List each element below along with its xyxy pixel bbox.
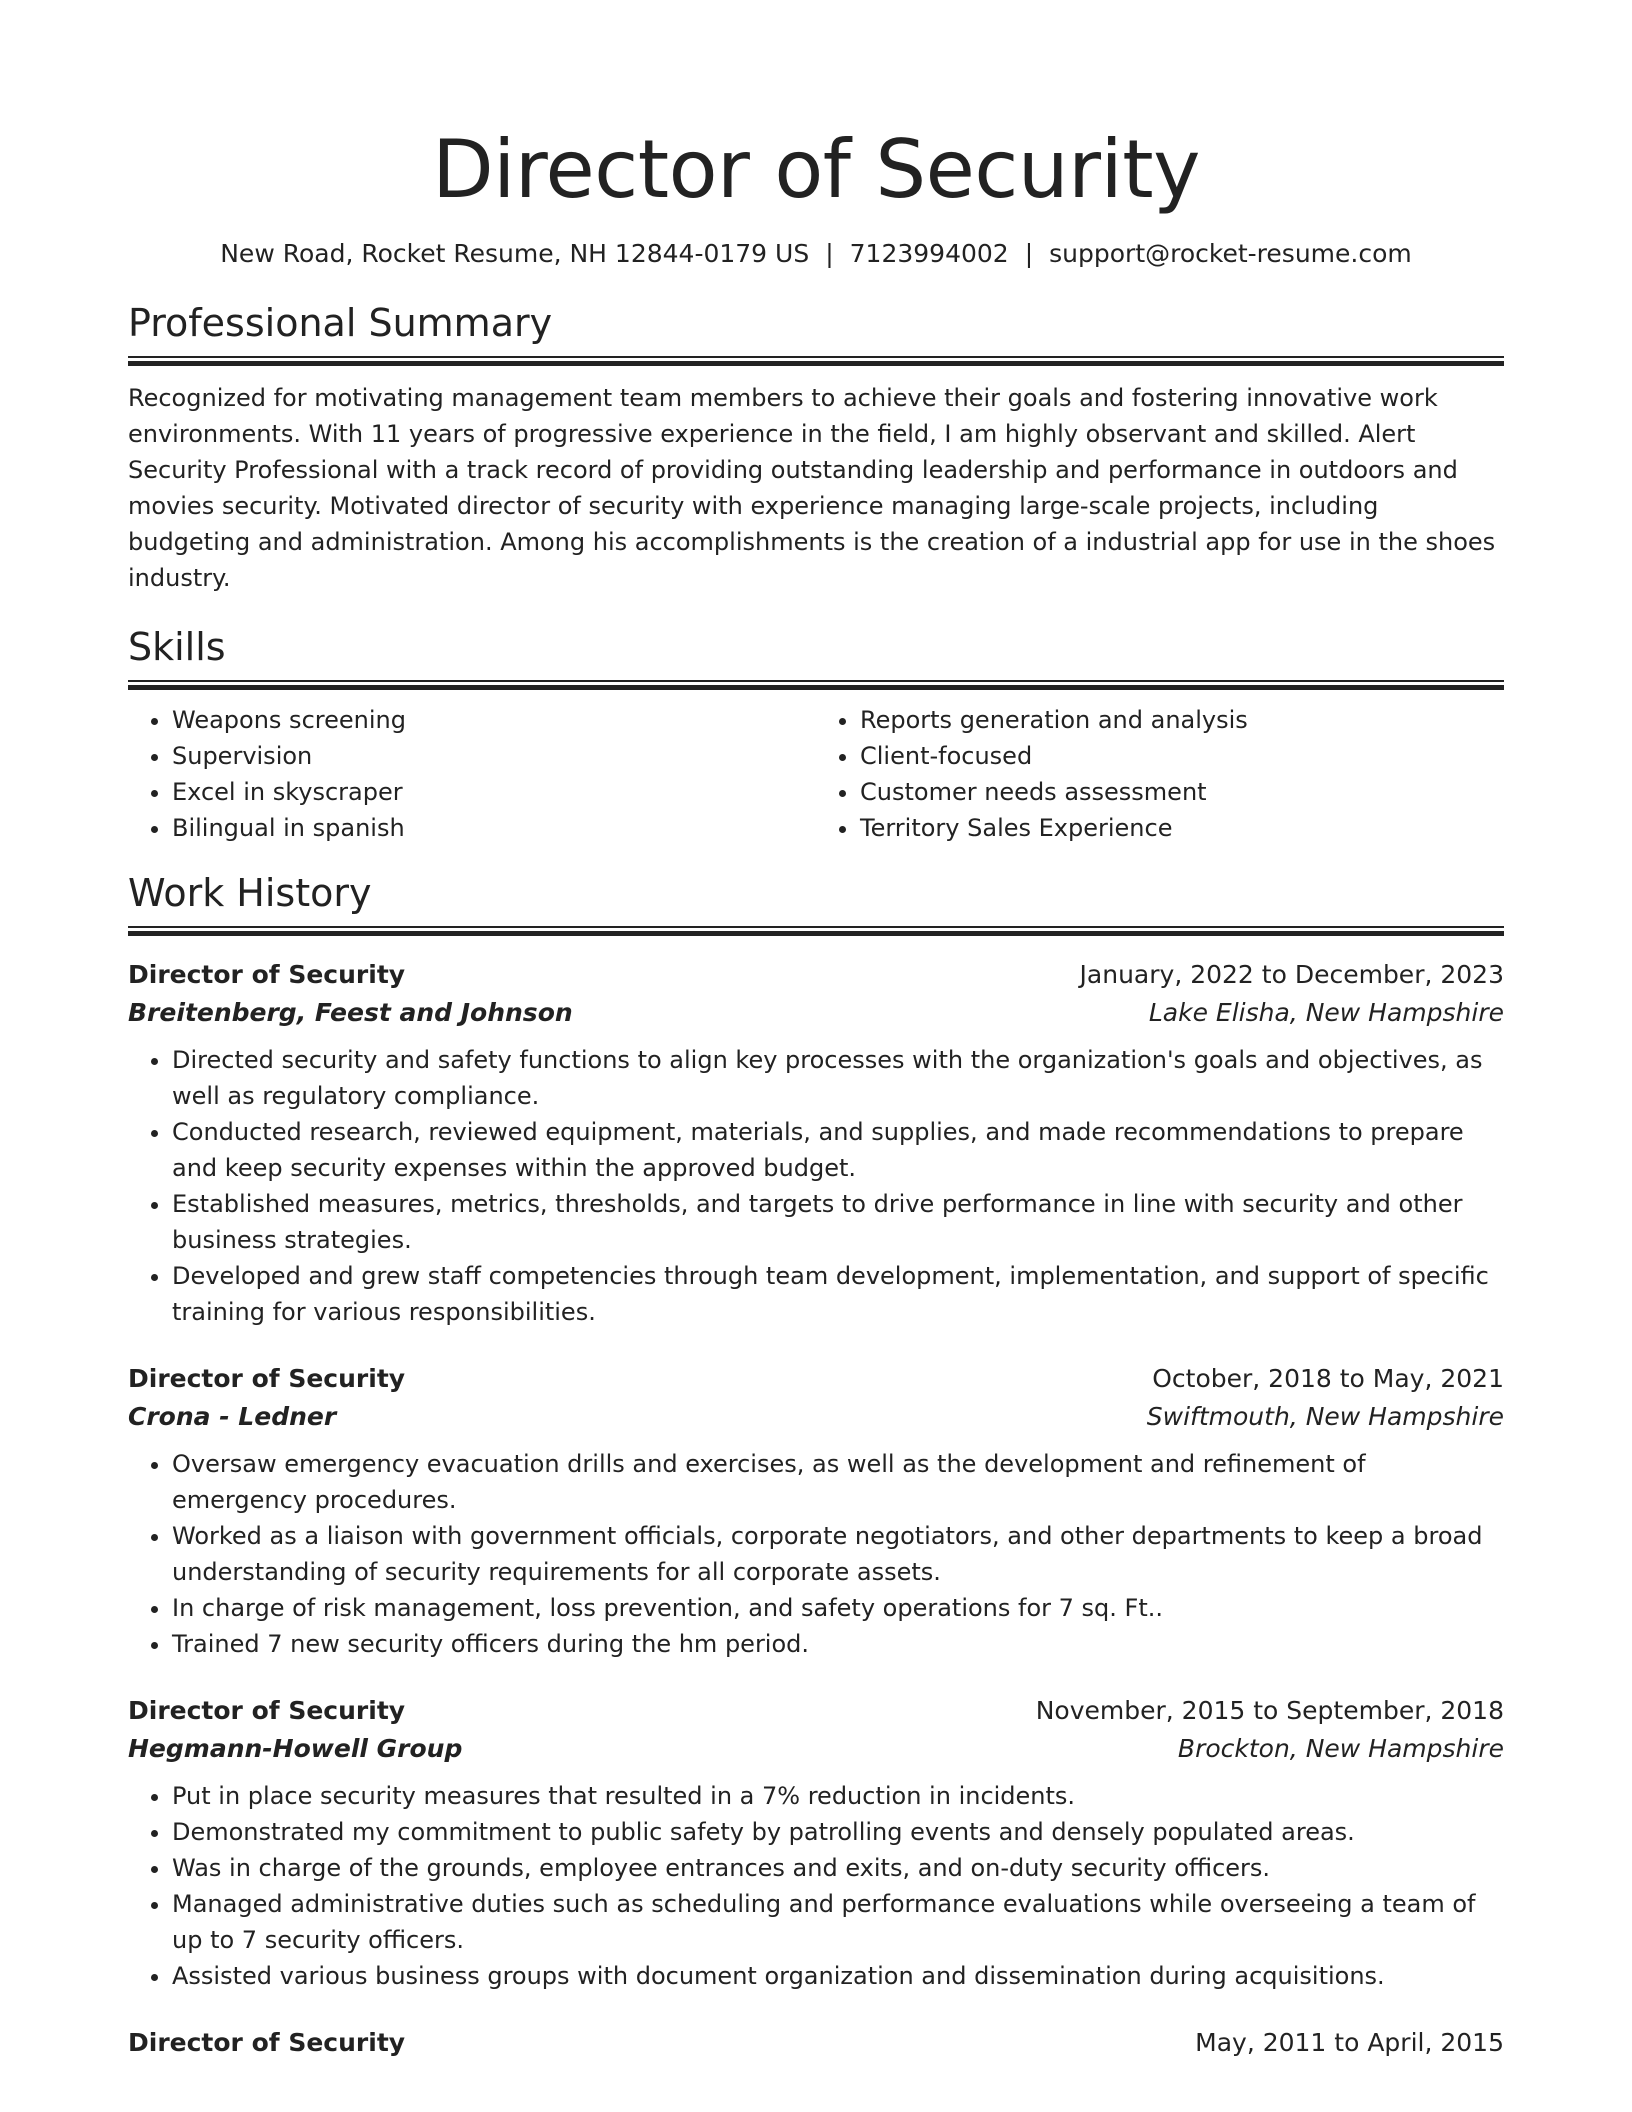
job-company: Hegmann-Howell Group — [128, 1734, 463, 1763]
contact-separator: | — [1024, 239, 1034, 268]
job-entry — [128, 956, 1504, 1330]
job-bullets — [128, 1778, 1504, 1994]
summary-text: Recognized for motivating management team members to achieve their goals and fostering innovative work environments. With 11 years of progressive experience in the field, I am highly observant and skilled. Alert Security Professional with a track record of providing outstanding leadership and performance in outdoors and movies security. Motivated director of security with experience managing large-scale projects, including budgeting and administration. Among his accomplishments is the creation of a industrial app for use in the shoes industry. — [128, 384, 1496, 592]
job-location: Lake Elisha, New Hampshire — [1148, 998, 1504, 1027]
section-title-skills: Skills — [128, 625, 226, 669]
skill-item: • Client-focused — [860, 738, 1504, 774]
job-title: Director of Security — [128, 1696, 406, 1725]
job-bullet: • Directed security and safety functions to align key processes with the organization's goals and objectives, as well as regulatory compliance. — [172, 1042, 1504, 1114]
job-bullet: • Worked as a liaison with government officials, corporate negotiators, and other departments to keep a broad understanding of security requirements for all corporate assets. — [172, 1518, 1504, 1590]
job-bullets — [128, 1446, 1504, 1662]
job-bullet: • Conducted research, reviewed equipment, materials, and supplies, and made recommendations to prepare and keep security expenses within the approved budget. — [172, 1114, 1504, 1186]
contact-email: support@rocket-resume.com — [1049, 239, 1412, 268]
job-header — [128, 1692, 1504, 1730]
job-company: Breitenberg, Feest and Johnson — [128, 998, 573, 1027]
section-divider — [128, 680, 1504, 690]
job-subheader — [128, 1398, 1504, 1436]
contact-address: New Road, Rocket Resume, NH 12844-0179 US — [220, 239, 810, 268]
job-title: Director of Security — [128, 1364, 406, 1393]
job-entry — [128, 2024, 1504, 2062]
job-bullet: • Managed administrative duties such as scheduling and performance evaluations while overseeing a team of up to 7 security officers. — [172, 1886, 1504, 1958]
section-divider — [128, 926, 1504, 936]
job-bullet: • Was in charge of the grounds, employee entrances and exits, and on-duty security officers. — [172, 1850, 1504, 1886]
job-entry — [128, 1360, 1504, 1662]
skill-item: • Bilingual in spanish — [172, 810, 816, 846]
job-bullet: • Oversaw emergency evacuation drills and exercises, as well as the development and refinement of emergency procedures. — [172, 1446, 1504, 1518]
resume-name: Director of Security — [432, 123, 1200, 216]
section-divider — [128, 356, 1504, 366]
job-header — [128, 2024, 1504, 2062]
job-bullet: • Established measures, metrics, thresholds, and targets to drive performance in line with security and other business strategies. — [172, 1186, 1504, 1258]
skills-list — [128, 702, 1504, 846]
job-bullet: • Demonstrated my commitment to public safety by patrolling events and densely populated areas. — [172, 1814, 1504, 1850]
section-title-summary: Professional Summary — [128, 301, 553, 345]
job-bullet: • Trained 7 new security officers during the hm period. — [172, 1626, 1504, 1662]
contact-phone: 7123994002 — [849, 239, 1009, 268]
job-header — [128, 1360, 1504, 1398]
skill-item: • Territory Sales Experience — [860, 810, 1504, 846]
contact-line — [128, 238, 1504, 270]
job-company: Crona - Ledner — [128, 1402, 337, 1431]
job-entry — [128, 1692, 1504, 1994]
job-header — [128, 956, 1504, 994]
job-dates: May, 2011 to April, 2015 — [1195, 2028, 1504, 2057]
skill-item: • Weapons screening — [172, 702, 816, 738]
job-location: Swiftmouth, New Hampshire — [1146, 1402, 1504, 1431]
skills-column-right — [816, 702, 1504, 846]
job-subheader — [128, 994, 1504, 1032]
job-bullet: • In charge of risk management, loss prevention, and safety operations for 7 sq. Ft.. — [172, 1590, 1504, 1626]
skill-item: • Customer needs assessment — [860, 774, 1504, 810]
job-dates: January, 2022 to December, 2023 — [1079, 960, 1504, 989]
skill-item: • Excel in skyscraper — [172, 774, 816, 810]
job-bullets — [128, 1042, 1504, 1330]
job-bullet: • Assisted various business groups with document organization and dissemination during acquisitions. — [172, 1958, 1504, 1994]
contact-separator: | — [825, 239, 834, 268]
skill-item: • Reports generation and analysis — [860, 702, 1504, 738]
job-bullet: • Developed and grew staff competencies through team development, implementation, and support of specific training for various responsibilities. — [172, 1258, 1504, 1330]
job-dates: November, 2015 to September, 2018 — [1035, 1696, 1504, 1725]
skills-column-left — [128, 702, 816, 846]
job-location: Brockton, New Hampshire — [1177, 1734, 1504, 1763]
skill-item: • Supervision — [172, 738, 816, 774]
job-bullet: • Put in place security measures that resulted in a 7% reduction in incidents. — [172, 1778, 1504, 1814]
section-title-work-history: Work History — [128, 871, 372, 915]
job-subheader — [128, 1730, 1504, 1768]
job-title: Director of Security — [128, 960, 406, 989]
job-dates: October, 2018 to May, 2021 — [1152, 1364, 1504, 1393]
job-title: Director of Security — [128, 2028, 406, 2057]
